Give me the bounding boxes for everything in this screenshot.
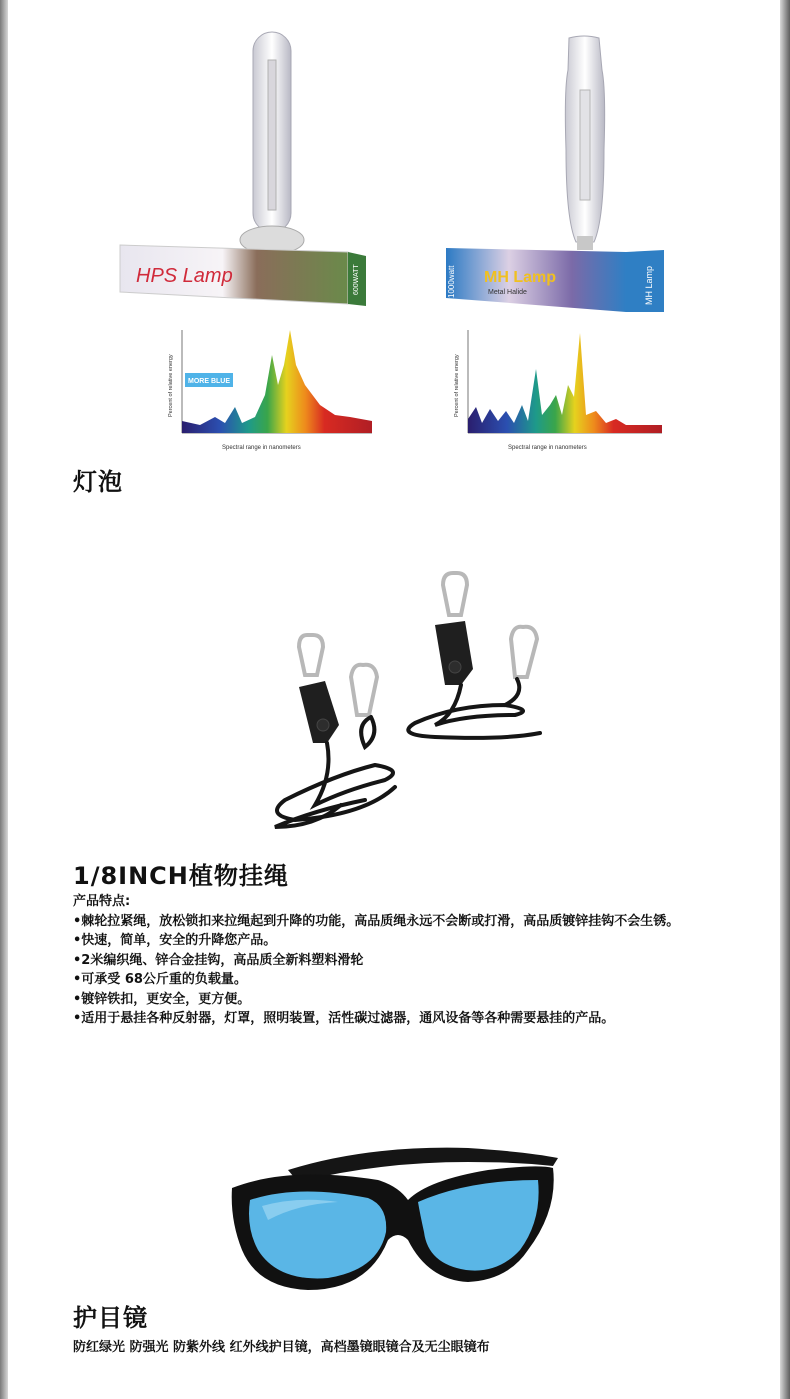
bulb-section-title: 灯泡 <box>73 468 123 496</box>
hps-box-brand: HPS Lamp <box>136 265 233 287</box>
mh-spectrum-chart <box>446 325 666 453</box>
rope-hanger-image <box>255 565 555 840</box>
feature-item: •2米编织绳、锌合金挂钩，高品质全新料塑料滑轮 <box>73 952 364 968</box>
mh-chart-xlabel: Spectral range in nanometers <box>508 445 587 451</box>
more-blue-badge-text: MORE BLUE <box>188 378 230 385</box>
feature-item: •镀锌铁扣，更安全，更方便。 <box>73 991 251 1007</box>
hps-chart-xlabel: Spectral range in nanometers <box>222 445 301 451</box>
hps-box-side: 600WATT <box>353 264 360 295</box>
mh-box-side: 1000watt <box>447 265 456 298</box>
rope-features-list <box>73 892 763 1029</box>
goggles-image <box>228 1140 563 1295</box>
rope-section-title: 1/8INCH植物挂绳 <box>73 862 289 890</box>
mh-box-end: MH Lamp <box>644 265 654 305</box>
features-title: 产品特点: <box>73 894 131 909</box>
mh-box-brand: MH Lamp <box>484 269 556 286</box>
mh-bulb-image <box>444 30 666 312</box>
hps-bulb-image <box>118 30 368 310</box>
mh-chart-ylabel: Percent of relative energy <box>454 354 460 417</box>
hps-spectrum-chart <box>160 325 380 453</box>
feature-item: •可承受 68公斤重的负载量。 <box>73 972 247 987</box>
goggles-section-title: 护目镜 <box>73 1304 148 1332</box>
mh-box-sub: Metal Halide <box>488 289 527 296</box>
feature-item: •适用于悬挂各种反射器，灯罩，照明装置，活性碳过滤器，通风设备等各种需要悬挂的产品。 <box>73 1011 615 1026</box>
page-right-edge <box>780 0 790 1399</box>
hps-chart-ylabel: Percent of relative energy <box>168 354 174 417</box>
feature-item: •快速，简单，安全的升降您产品。 <box>73 933 277 948</box>
goggles-description: 防红绿光 防强光 防紫外线 红外线护目镜，高档墨镜眼镜合及无尘眼镜布 <box>73 1340 490 1355</box>
feature-item: •棘轮拉紧绳，放松锁扣来拉绳起到升降的功能，高品质绳永远不会断或打滑，高品质镀锌挂钩不会生锈。 <box>73 913 680 929</box>
page-left-edge <box>0 0 8 1399</box>
